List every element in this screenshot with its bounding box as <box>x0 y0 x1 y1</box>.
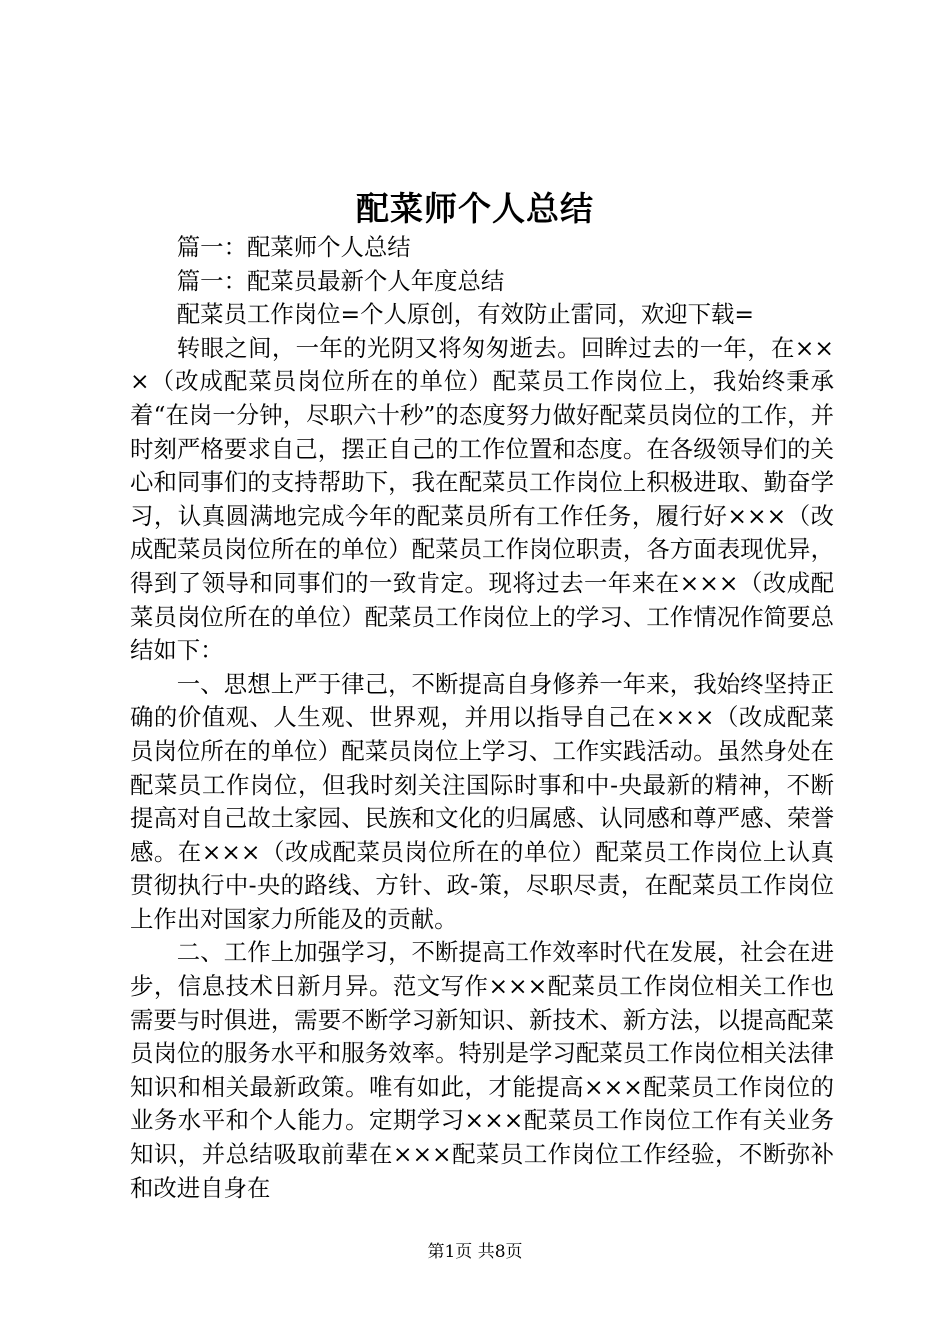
paragraph-section-heading-2: 篇一：配菜员最新个人年度总结 <box>176 266 505 295</box>
paragraph-part-one: 一、思想上严于律己，不断提高自身修养一年来，我始终坚持正确的价值观、人生观、世界观，并用以指导自己在×××（改成配菜员岗位所在的单位）配菜员岗位上学习、工作实践活动。虽然身处在配菜员工作岗位，但我时刻关注国际时事和中-央最新的精神，不断提高对自己故土家园、民族和文化的归属感、认同感和尊严感、荣誉感。在×××（改成配菜员岗位所在的单位）配菜员工作岗位上认真贯彻执行中-央的路线、方针、政-策，尽职尽责，在配菜员工作岗位上作出对国家力所能及的贡献。 <box>130 669 834 933</box>
paragraph-part-two: 二、工作上加强学习，不断提高工作效率时代在发展，社会在进步，信息技术日新月异。范文写作×××配菜员工作岗位相关工作也需要与时俱进，需要不断学习新知识、新技术、新方法，以提高配菜员岗位的服务水平和服务效率。特别是学习配菜员工作岗位相关法律知识和相关最新政策。唯有如此，才能提高×××配菜员工作岗位的业务水平和个人能力。定期学习×××配菜员工作岗位工作有关业务知识，并总结吸取前辈在×××配菜员工作岗位工作经验，不断弥补和改进自身在 <box>130 938 834 1202</box>
paragraph-notice: 配菜员工作岗位=个人原创，有效防止雷同，欢迎下载= <box>176 300 754 329</box>
paragraph-intro: 转眼之间，一年的光阴又将匆匆逝去。回眸过去的一年，在×××（改成配菜员岗位所在的单位）配菜员工作岗位上，我始终秉承着“在岗一分钟，尽职六十秒”的态度努力做好配菜员岗位的工作，并时刻严格要求自己，摆正自己的工作位置和态度。在各级领导们的关心和同事们的支持帮助下，我在配菜员工作岗位上积极进取、勤奋学习，认真圆满地完成今年的配菜员所有工作任务，履行好×××（改成配菜员岗位所在的单位）配菜员工作岗位职责，各方面表现优异，得到了领导和同事们的一致肯定。现将过去一年来在×××（改成配菜员岗位所在的单位）配菜员工作岗位上的学习、工作情况作简要总结如下： <box>130 333 834 665</box>
page-footer: 第1页 共8页 <box>427 1242 523 1262</box>
document-body <box>130 231 834 1205</box>
document-title: 配菜师个人总结 <box>356 189 594 228</box>
paragraph-section-heading-1: 篇一：配菜师个人总结 <box>176 233 411 261</box>
